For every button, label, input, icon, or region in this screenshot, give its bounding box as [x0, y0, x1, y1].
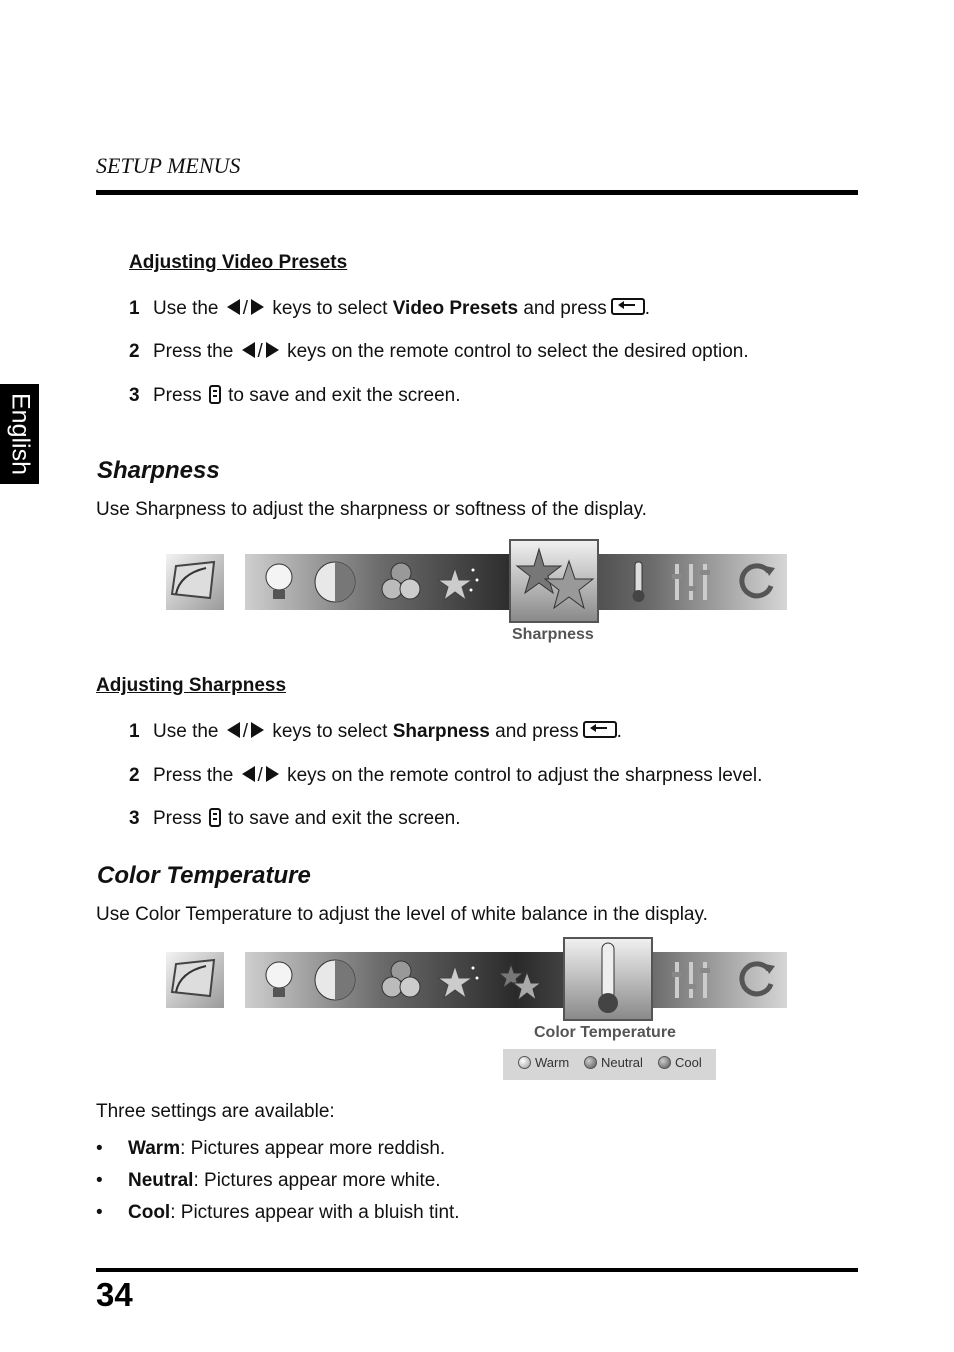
section-header: SETUP MENUS — [96, 153, 241, 178]
option-cool[interactable]: Cool — [658, 1055, 702, 1070]
sharpness-step-2: 2 Press the / keys on the remote control to adjust the sharpness level. — [129, 765, 763, 786]
menu-button-icon — [209, 808, 221, 827]
color-temperature-selected-tile[interactable] — [563, 937, 653, 1021]
enter-icon — [583, 721, 617, 738]
right-arrow-icon — [266, 766, 279, 782]
right-arrow-icon — [266, 342, 279, 358]
left-arrow-icon — [227, 722, 240, 738]
menu-strip — [245, 952, 787, 1008]
option-neutral[interactable]: Neutral — [584, 1055, 643, 1070]
brightness-icon — [257, 560, 301, 604]
page-number: 34 — [96, 1276, 133, 1313]
menu-strip — [245, 554, 787, 610]
sharpness-selected-tile[interactable] — [509, 539, 599, 623]
color-temperature-options — [503, 1049, 716, 1080]
sharpness-step-3: 3 Press to save and exit the screen. — [129, 808, 461, 829]
color-temperature-menu-bar — [166, 952, 787, 1010]
menu-corner — [166, 554, 224, 610]
video-presets-step-3: 3 Press to save and exit the screen. — [129, 385, 461, 406]
tint-icon — [437, 560, 481, 604]
video-presets-step-1: 1 Use the / keys to select Video Presets and press . — [129, 298, 651, 319]
brightness-icon — [257, 958, 301, 1002]
sharpness-icon — [511, 541, 597, 621]
right-arrow-icon — [251, 299, 264, 315]
advanced-icon — [669, 560, 713, 604]
sharpness-step-1: 1 Use the / keys to select Sharpness and press . — [129, 721, 622, 742]
radio-icon — [584, 1056, 597, 1069]
option-warm[interactable]: Warm — [518, 1055, 569, 1070]
menu-button-icon — [209, 385, 221, 404]
advanced-icon — [669, 958, 713, 1002]
contrast-icon — [313, 958, 357, 1002]
sharpness-menu-label: Sharpness — [512, 626, 594, 643]
left-arrow-icon — [242, 766, 255, 782]
video-presets-heading: Adjusting Video Presets — [129, 252, 348, 273]
reset-icon — [735, 958, 779, 1002]
language-tab-label: English — [6, 393, 34, 475]
settings-intro: Three settings are available: — [96, 1101, 335, 1122]
reset-icon — [735, 560, 779, 604]
contrast-icon — [313, 560, 357, 604]
color-temperature-menu-label: Color Temperature — [534, 1024, 676, 1041]
color-temperature-icon — [617, 560, 661, 604]
sharpness-sub-heading: Adjusting Sharpness — [96, 675, 287, 696]
bullet-warm: • Warm: Pictures appear more reddish. — [96, 1138, 446, 1159]
footer-rule — [96, 1268, 858, 1272]
color-temperature-icon — [565, 939, 651, 1019]
right-arrow-icon — [251, 722, 264, 738]
sharpness-description: Use Sharpness to adjust the sharpness or softness of the display. — [96, 499, 647, 520]
bullet-neutral: • Neutral: Pictures appear more white. — [96, 1170, 441, 1191]
video-presets-step-2: 2 Press the / keys on the remote control to select the desired option. — [129, 341, 749, 362]
color-temperature-title: Color Temperature — [97, 862, 311, 889]
menu-corner — [166, 952, 224, 1008]
color-icon — [379, 958, 423, 1002]
left-arrow-icon — [242, 342, 255, 358]
radio-icon — [658, 1056, 671, 1069]
header-rule — [96, 190, 858, 195]
tint-icon — [437, 958, 481, 1002]
sharpness-icon — [497, 958, 541, 1002]
bullet-cool: • Cool: Pictures appear with a bluish tint. — [96, 1202, 460, 1223]
enter-icon — [611, 298, 645, 315]
sharpness-title: Sharpness — [97, 457, 220, 484]
left-arrow-icon — [227, 299, 240, 315]
radio-icon — [518, 1056, 531, 1069]
color-temperature-description: Use Color Temperature to adjust the level of white balance in the display. — [96, 904, 708, 925]
language-tab — [0, 384, 39, 484]
sharpness-menu-bar — [166, 554, 787, 612]
color-icon — [379, 560, 423, 604]
